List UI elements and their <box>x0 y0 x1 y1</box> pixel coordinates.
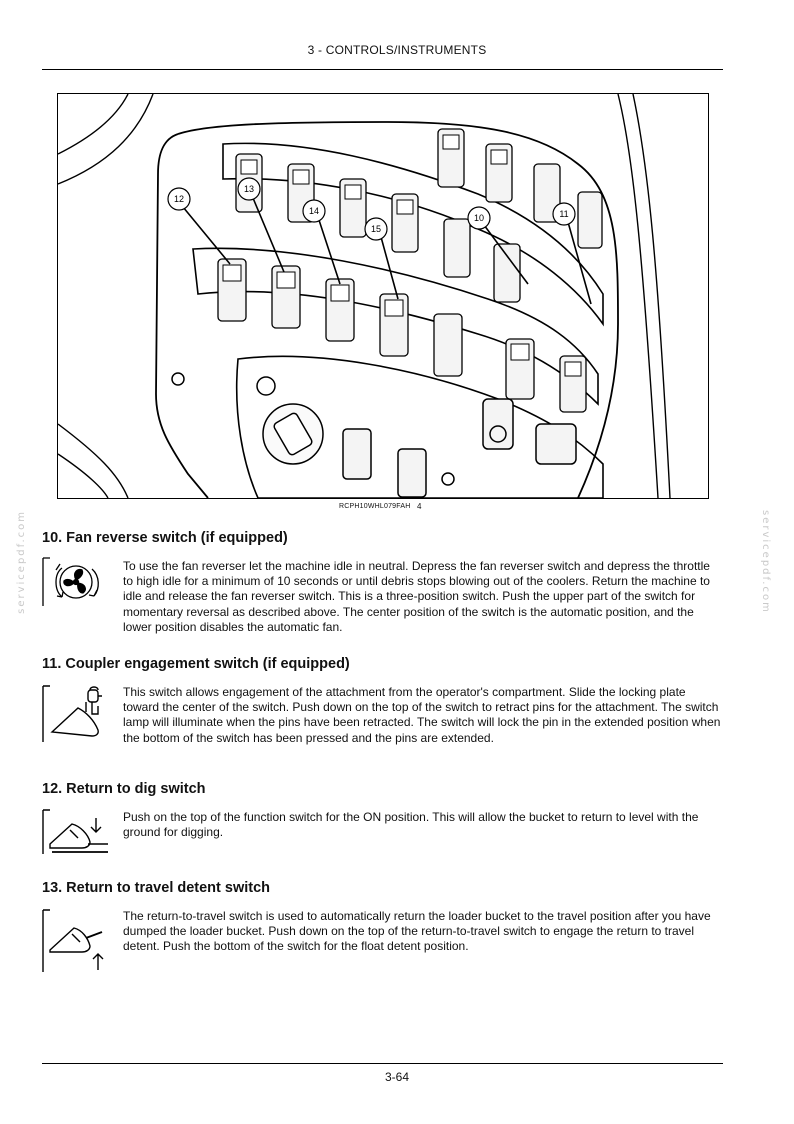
callout-15: 15 <box>370 224 382 234</box>
control-panel-drawing <box>58 94 708 498</box>
coupler-engagement-icon <box>42 684 112 749</box>
return-to-travel-icon <box>42 908 112 979</box>
figure-reference: RCPH10WHL079FAH <box>339 503 411 510</box>
callout-14: 14 <box>308 206 320 216</box>
section-text-return-to-dig: Push on the top of the function switch for the ON position. This will allow the bucket to return to level with the ground for digging. <box>123 810 699 840</box>
header-divider <box>42 69 723 70</box>
section-text-coupler: This switch allows engagement of the attachment from the operator's compartment. Slide the locking plate toward the center of the switch. Push down on the top of the switch to retract pins for the attachment. The switch lamp will illuminate when the pins have been retracted. The switch will lock the pin in the extended position when the bottom of the switch has been pressed and the pins are extended. <box>123 685 721 745</box>
section-heading-return-to-dig: 12. Return to dig switch <box>42 781 206 797</box>
page-header-title: 3 - CONTROLS/INSTRUMENTS <box>307 43 487 57</box>
section-heading-return-to-travel: 13. Return to travel detent switch <box>42 880 271 896</box>
callout-13: 13 <box>243 184 255 194</box>
section-heading-fan-reverse: 10. Fan reverse switch (if equipped) <box>42 530 288 546</box>
callout-12: 12 <box>173 194 185 204</box>
control-panel-illustration <box>57 93 709 499</box>
return-to-dig-icon <box>42 808 112 861</box>
section-heading-coupler: 11. Coupler engagement switch (if equipped) <box>42 656 350 672</box>
page-number: 3-64 <box>384 1070 410 1084</box>
watermark-left: servicepdf.com <box>16 510 27 614</box>
section-text-fan-reverse: To use the fan reverser let the machine idle in neutral. Depress the fan reverser switch and depress the throttle to high idle for a minimum of 10 seconds or until debris stops blowing out of the coolers. Return the machine to idle and release the fan reverser switch. This is a three-position switch. Push the upper part of the switch for momentary reversal as described above. The center position of the switch is the automatic position, and the lower position disables the automatic fan. <box>123 559 710 634</box>
figure-number: 4 <box>417 502 422 511</box>
section-text-return-to-travel: The return-to-travel switch is used to automatically return the loader bucket to the travel position after you have dumped the loader bucket. Push down on the top of the return-to-travel switch to engage the return to travel detent. Push the bottom of the switch for the float detent position. <box>123 909 711 954</box>
callout-10: 10 <box>473 213 485 223</box>
footer-divider <box>42 1063 723 1064</box>
callout-11: 11 <box>559 209 569 219</box>
fan-reverse-icon <box>42 556 112 613</box>
watermark-right: servicepdf.com <box>760 510 771 614</box>
